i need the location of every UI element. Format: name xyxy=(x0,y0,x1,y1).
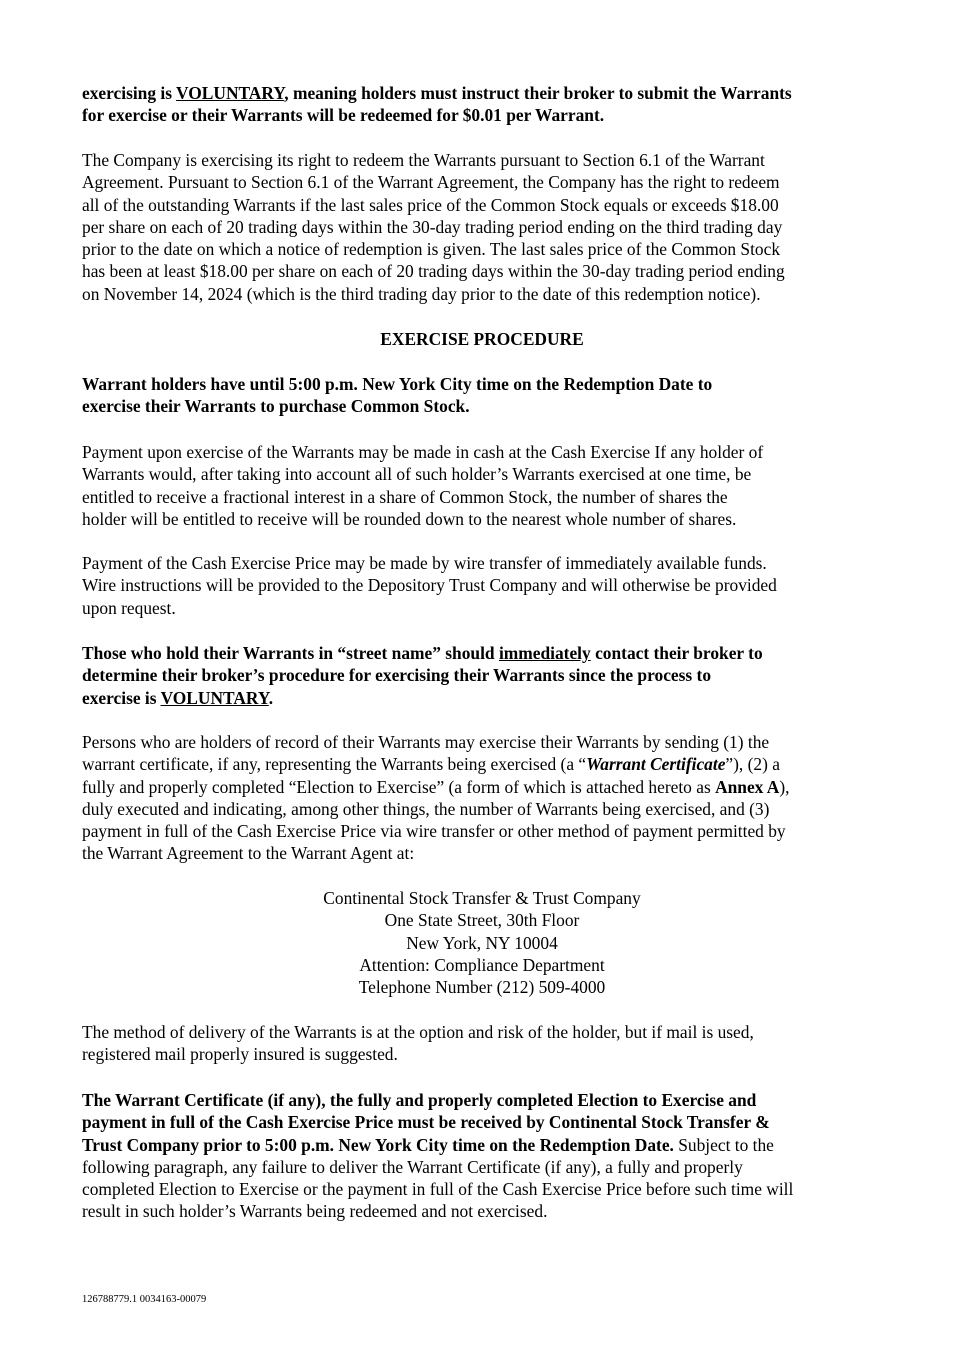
text-line: per share on each of 20 trading days within the 30-day trading period ending on the third trading day xyxy=(82,216,783,237)
intro-paragraph xyxy=(82,82,892,127)
text-line: duly executed and indicating, among other things, the number of Warrants being exercised, and (3) xyxy=(82,798,770,819)
text-line: exercise is VOLUNTARY. xyxy=(82,687,274,708)
warrant-agent-address xyxy=(0,887,964,998)
payment-paragraph xyxy=(82,441,892,530)
text-line: warrant certificate, if any, representing the Warrants being exercised (a “Warrant Certificate”), (2) a xyxy=(82,754,780,775)
text-line: prior to the date on which a notice of redemption is given. The last sales price of the Common Stock xyxy=(82,239,781,260)
intro-line-1: exercising is VOLUNTARY, meaning holders must instruct their broker to submit the Warrants xyxy=(82,83,792,103)
text-line: Warrant holders have until 5:00 p.m. New York City time on the Redemption Date to xyxy=(82,374,713,394)
address-line: New York, NY 10004 xyxy=(406,932,558,953)
final-paragraph xyxy=(82,1089,892,1223)
text-line: Payment upon exercise of the Warrants may be made in cash at the Cash Exercise If any holder of xyxy=(82,442,764,462)
address-line: Continental Stock Transfer & Trust Company xyxy=(323,888,641,908)
text-line: payment in full of the Cash Exercise Price must be received by Continental Stock Transfer & xyxy=(82,1112,770,1133)
address-line: Attention: Compliance Department xyxy=(359,954,605,975)
address-line: One State Street, 30th Floor xyxy=(384,910,580,931)
redemption-paragraph xyxy=(82,149,892,305)
warrant-certificate-term: Warrant Certificate xyxy=(586,754,726,775)
text-line: Trust Company prior to 5:00 p.m. New York City time on the Redemption Date. Subject to the xyxy=(82,1134,774,1155)
intro-line-2: for exercise or their Warrants will be redeemed for $0.01 per Warrant. xyxy=(82,105,605,126)
text-line: Persons who are holders of record of their Warrants may exercise their Warrants by sending (1) the xyxy=(82,732,770,752)
street-name-paragraph xyxy=(82,642,892,709)
text-line: entitled to receive a fractional interest in a share of Common Stock, the number of shares the xyxy=(82,486,728,507)
address-line: Telephone Number (212) 509-4000 xyxy=(358,977,606,998)
annex-a-reference: Annex A xyxy=(715,776,780,797)
text-line: The method of delivery of the Warrants is at the option and risk of the holder, but if mail is used, xyxy=(82,1022,754,1042)
text-line: determine their broker’s procedure for exercising their Warrants since the process to xyxy=(82,665,712,686)
immediately-emphasis: immediately xyxy=(498,643,591,663)
record-holders-paragraph xyxy=(82,731,892,865)
text-line: Wire instructions will be provided to the Depository Trust Company and will otherwise be provided xyxy=(82,575,777,596)
text-line: completed Election to Exercise or the payment in full of the Cash Exercise Price before such time will xyxy=(82,1179,794,1200)
delivery-paragraph xyxy=(82,1021,892,1066)
text-line: all of the outstanding Warrants if the last sales price of the Common Stock equals or exceeds $18.00 xyxy=(82,194,779,215)
text-line: registered mail properly insured is suggested. xyxy=(82,1044,398,1065)
text-line: the Warrant Agreement to the Warrant Agent at: xyxy=(82,843,415,864)
text-line: has been at least $18.00 per share on each of 20 trading days within the 30-day trading period ending xyxy=(82,261,785,282)
section-heading: EXERCISE PROCEDURE xyxy=(380,329,584,349)
text-line: Those who hold their Warrants in “street name” should immediately contact their broker to xyxy=(82,643,763,663)
text-line: result in such holder’s Warrants being redeemed and not exercised. xyxy=(82,1201,548,1222)
text-line: Agreement. Pursuant to Section 6.1 of the Warrant Agreement, the Company has the right to redeem xyxy=(82,172,780,193)
text-line: upon request. xyxy=(82,597,176,618)
wire-paragraph xyxy=(82,552,892,619)
text-line: holder will be entitled to receive will be rounded down to the nearest whole number of shares. xyxy=(82,508,737,529)
document-footer-id: 126788779.1 0034163-00079 xyxy=(82,1294,207,1305)
text-line: exercise their Warrants to purchase Common Stock. xyxy=(82,396,470,417)
text-line: fully and properly completed “Election to Exercise” (a form of which is attached hereto as Annex A), xyxy=(82,776,790,797)
text-line: Warrants would, after taking into account all of such holder’s Warrants exercised at one time, be xyxy=(82,464,752,485)
voluntary-emphasis: VOLUNTARY xyxy=(160,687,269,708)
deadline-paragraph xyxy=(82,373,892,418)
text-line: payment in full of the Cash Exercise Price via wire transfer or other method of payment permitted by xyxy=(82,821,786,842)
text-line: on November 14, 2024 (which is the third trading day prior to the date of this redemption notice). xyxy=(82,283,761,304)
text-line: The Warrant Certificate (if any), the fully and properly completed Election to Exercise and xyxy=(82,1090,757,1110)
text-line: Payment of the Cash Exercise Price may be made by wire transfer of immediately available funds. xyxy=(82,553,767,573)
text-line: following paragraph, any failure to deliver the Warrant Certificate (if any), a fully and properly xyxy=(82,1156,743,1177)
text-line: The Company is exercising its right to redeem the Warrants pursuant to Section 6.1 of the Warrant xyxy=(82,150,765,170)
voluntary-emphasis: VOLUNTARY xyxy=(176,83,285,103)
